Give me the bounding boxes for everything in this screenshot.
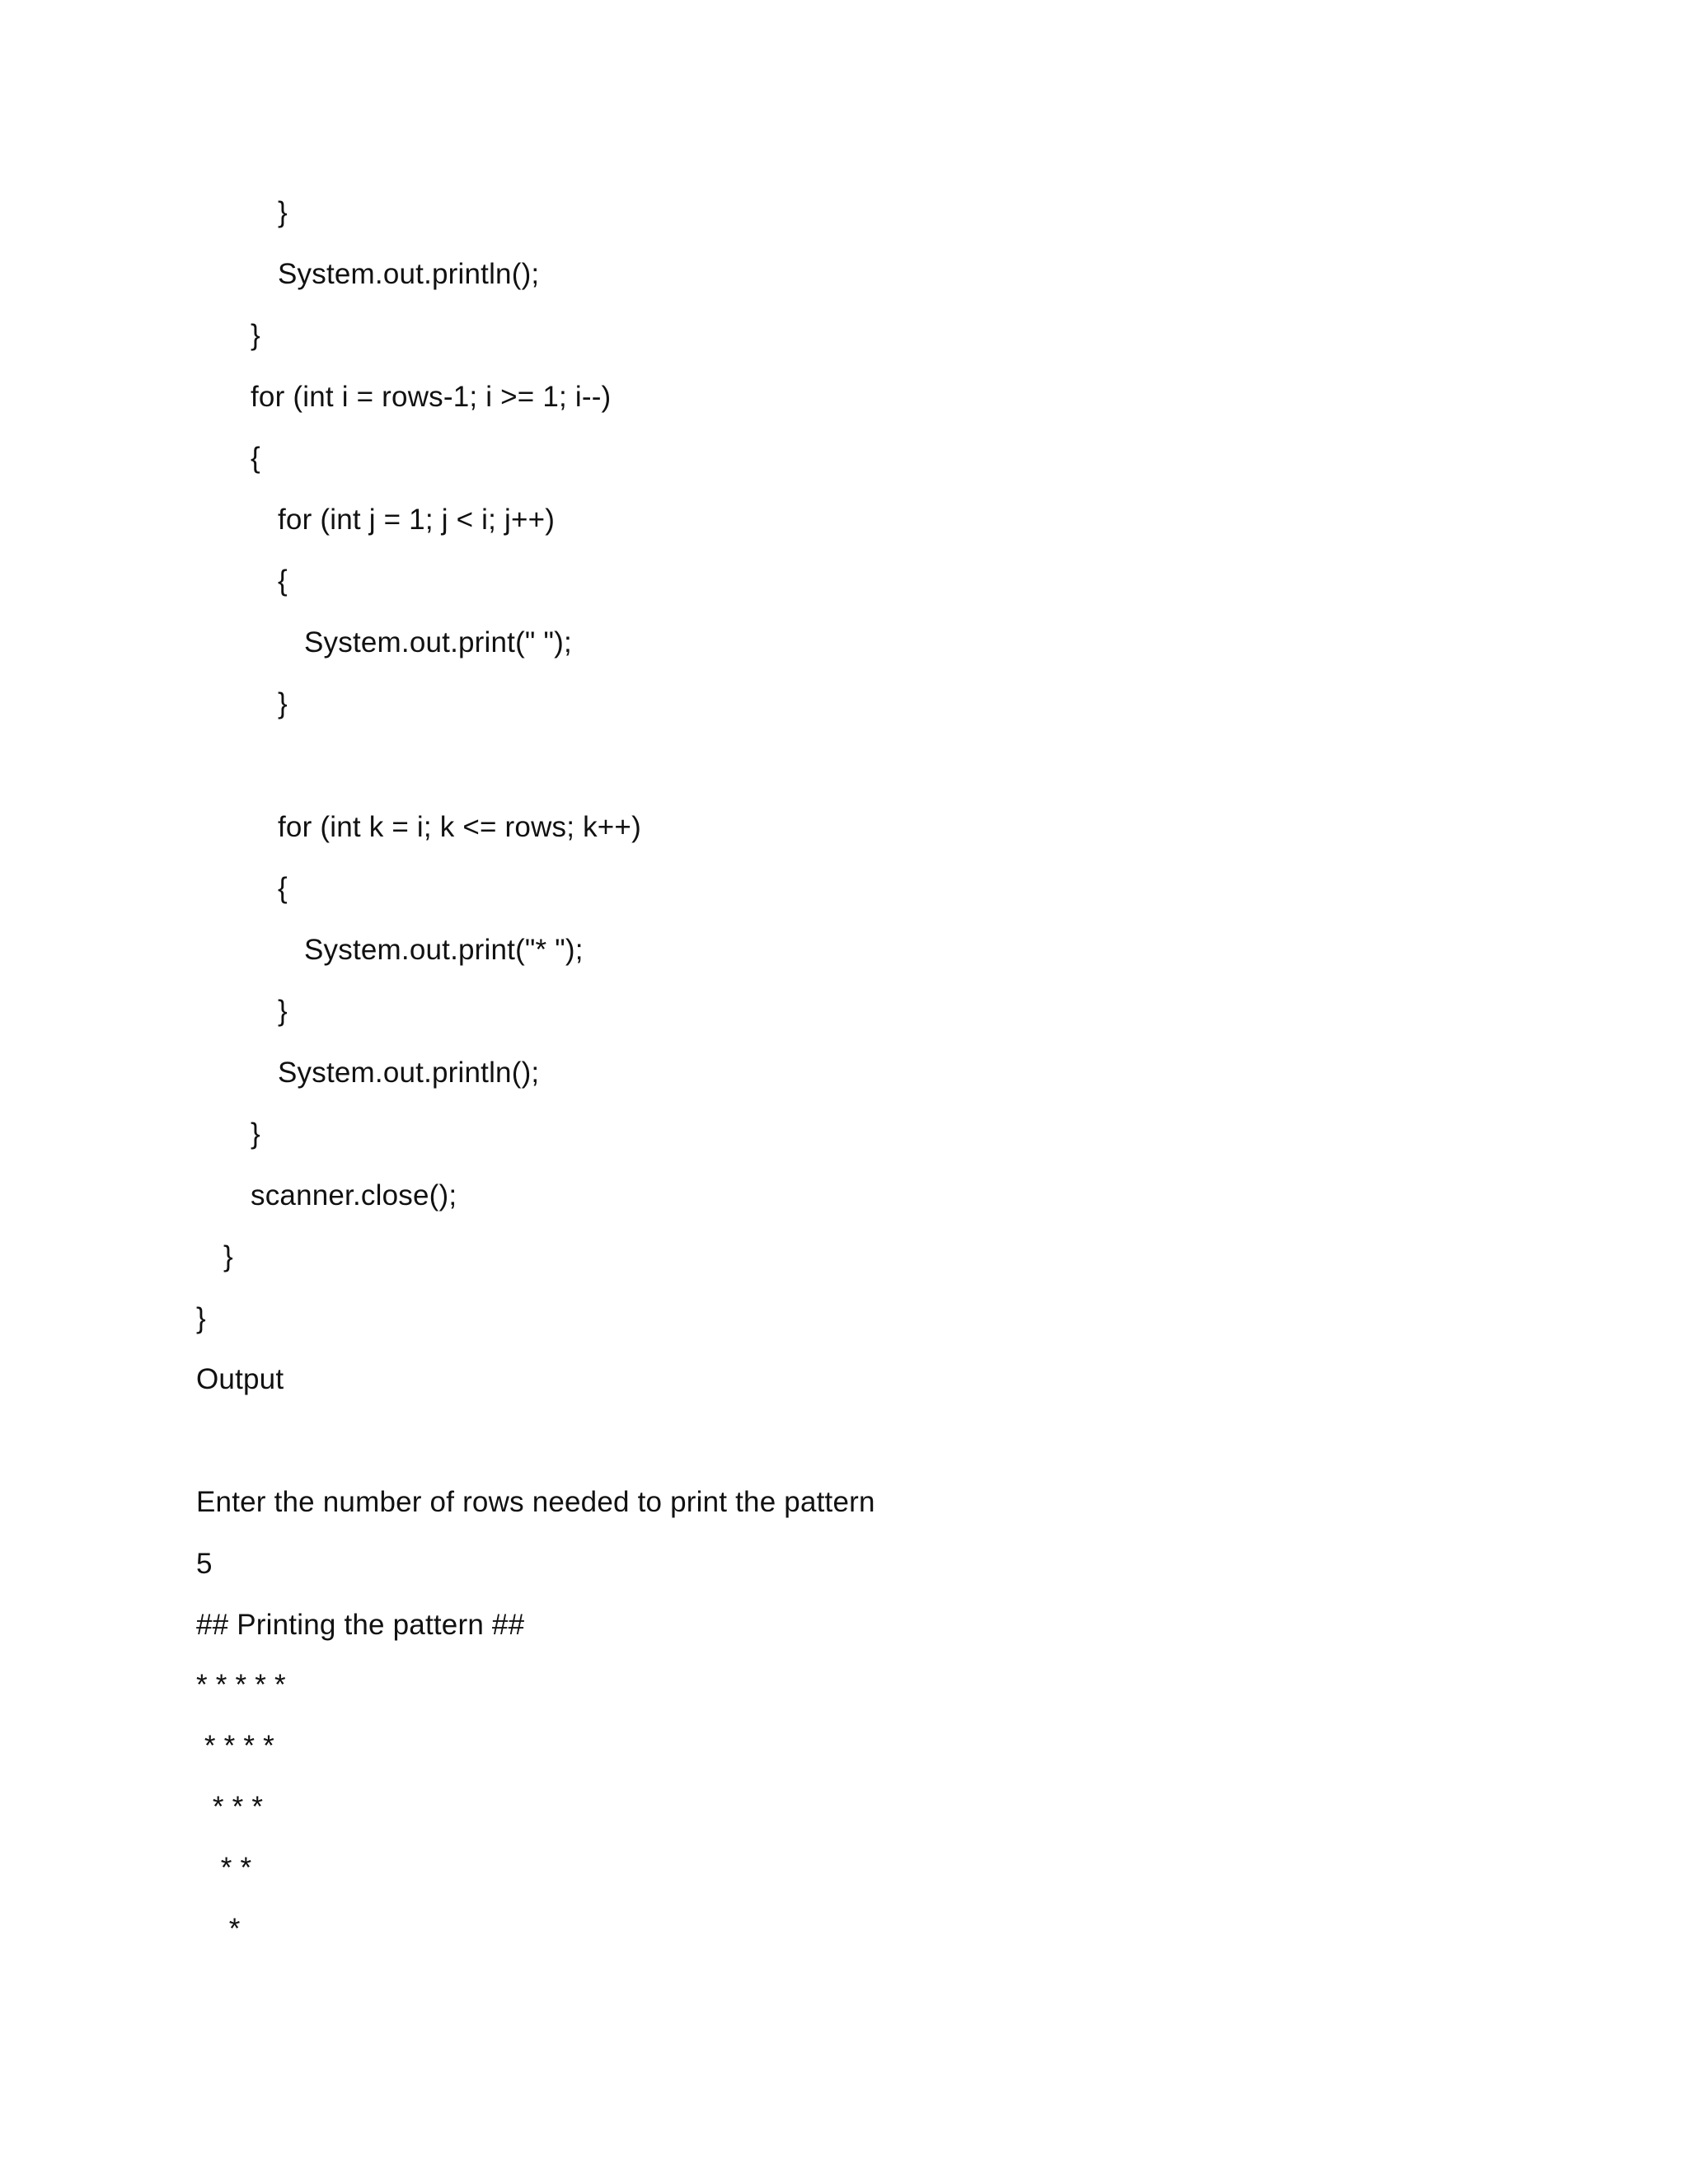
output-line: * bbox=[196, 1913, 241, 1945]
output-line: * * bbox=[196, 1852, 252, 1884]
code-line: System.out.print(" "); bbox=[304, 626, 572, 658]
code-line: } bbox=[278, 687, 288, 719]
code-line: } bbox=[278, 196, 288, 228]
code-line: for (int i = rows-1; i >= 1; i--) bbox=[251, 381, 612, 413]
code-line: } bbox=[251, 319, 260, 351]
code-line: } bbox=[278, 995, 288, 1027]
code-line: { bbox=[278, 872, 288, 904]
code-line: } bbox=[251, 1118, 260, 1150]
output-line: 5 bbox=[196, 1548, 213, 1580]
code-line: } bbox=[223, 1240, 233, 1272]
output-line: * * * * bbox=[196, 1730, 274, 1762]
code-line: scanner.close(); bbox=[251, 1179, 457, 1212]
code-line: for (int j = 1; j < i; j++) bbox=[278, 504, 556, 536]
code-line: } bbox=[196, 1302, 206, 1334]
code-line: { bbox=[251, 442, 260, 474]
output-heading: Output bbox=[196, 1363, 284, 1395]
code-line: { bbox=[278, 565, 288, 597]
code-line: System.out.println(); bbox=[278, 1057, 540, 1089]
output-line: ## Printing the pattern ## bbox=[196, 1609, 525, 1641]
output-line: * * * bbox=[196, 1791, 264, 1823]
output-line: * * * * * bbox=[196, 1669, 286, 1701]
code-line: System.out.print("* "); bbox=[304, 934, 584, 966]
output-line: Enter the number of rows needed to print the pattern bbox=[196, 1486, 875, 1518]
code-line: System.out.println(); bbox=[278, 258, 540, 290]
code-line: for (int k = i; k <= rows; k++) bbox=[278, 811, 641, 843]
